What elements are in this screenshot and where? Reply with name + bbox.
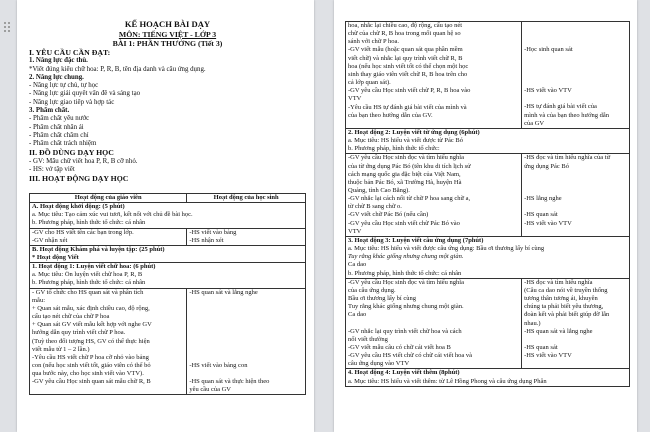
student-activity-cell [187, 228, 306, 245]
text-line: - Phẩm chất yêu nước [29, 115, 90, 123]
cell-line [189, 346, 303, 354]
page-title: KẾ HOẠCH BÀI DẠY [124, 19, 211, 29]
cell-line: - GV tổ chức cho HS quan sát và phân tích [32, 288, 144, 296]
cell-line: sinh thay giáo viên viết chữ R, B hoa trên cho [348, 70, 468, 78]
section-heading: I. YÊU CẦU CẦN ĐẠT: [29, 47, 111, 57]
cell-line: (Câu ca dao nói về truyền thống [524, 286, 608, 294]
cell-line: -GV yêu cầu Học sinh đọc và tìm hiểu nghĩa [348, 278, 464, 286]
teacher-activity-cell [30, 288, 187, 395]
cell-line: của GV [524, 119, 545, 127]
table-row [30, 203, 306, 228]
cell-line [524, 22, 627, 30]
cell-line [524, 179, 627, 187]
text-line: - Năng lực giao tiếp và hợp tác [29, 98, 115, 106]
cell-line [524, 79, 627, 87]
table-row [30, 263, 306, 288]
subject-heading: MÔN: TIẾNG VIỆT - LỚP 3 [118, 29, 217, 39]
cell-line [189, 297, 303, 305]
cell-line: -HS viết vào VTV [524, 87, 572, 95]
cell-line: tương thân tương ái, khuyên [524, 295, 598, 303]
cell-line: -HS đọc và tìm hiểu nghĩa của từ [524, 154, 611, 162]
cell-line: Tuy rằng khác giống nhưng chung một giàn. [348, 303, 464, 311]
activity-heading-cell [30, 263, 306, 288]
text-line: - HS: vở tập viết [29, 166, 75, 174]
cell-line: chữ của chữ R, B hoa trong mối quan hệ so [348, 30, 461, 38]
cell-line: viết chữ) và nhắc lại quy trình viết chữ R, B [348, 54, 463, 62]
cell-line [524, 187, 627, 195]
activity-heading-cell [346, 236, 630, 278]
table-row [30, 245, 306, 262]
cell-line: câu ứng dụng vào VTV [348, 360, 410, 368]
text-line: - Năng lực giải quyết vấn đề và sáng tạo [29, 90, 141, 98]
activities-table-continued [345, 21, 630, 387]
text-line: - Phẩm chất trách nhiệm [29, 140, 97, 148]
cell-line: Ca dao [348, 311, 367, 319]
cell-line: a. Mục tiêu: Ôn luyện viết chữ hoa P, R, B [32, 271, 143, 279]
cell-line: ứng dụng Pác Bó [524, 162, 569, 170]
cell-line: viết mẫu từ 1 – 2 lần.) [32, 345, 90, 353]
table-row [346, 236, 630, 278]
cell-line: cách mạng quốc gia đặc biệt của Việt Nam, [348, 170, 461, 178]
cell-line: b. Phương pháp, hình thức tổ chức: [348, 145, 440, 153]
cell-line: -GV yêu cầu Học sinh viết chữ P, R, B hoa vào [348, 87, 471, 95]
cell-line: A. Hoạt động khởi động: (5 phút) [32, 203, 125, 211]
student-activity-cell [187, 288, 306, 395]
table-row [346, 22, 630, 129]
cell-line: -HS quan sát và lắng nghe [189, 288, 258, 296]
section-heading: II. ĐỒ DÙNG DẠY HỌC [29, 148, 114, 158]
cell-line: -HS quan sát và lắng nghe [524, 327, 593, 335]
text-line: - Phẩm chất nhân ái [29, 123, 84, 131]
cell-line [189, 329, 303, 337]
cell-line: a. Mục tiêu: HS hiểu và viết được câu ứng dụng: Bầu ơi thương lấy bí cùng [348, 245, 545, 253]
student-activity-cell [522, 278, 630, 369]
cell-line: -GV viết mẫu (hoặc quan sát qua phần mềm [348, 46, 463, 54]
table-row [346, 128, 630, 153]
cell-line: b. Phương pháp, hình thức tổ chức: cá nhân [32, 279, 146, 287]
cell-line: -GV yêu cầu Học sinh viết chữ Pác Bó vào [348, 219, 460, 227]
cell-line: -HS quan sát và thực hiện theo [189, 378, 270, 386]
cell-line [189, 370, 303, 378]
text-line: - Phẩm chất chăm chỉ [29, 131, 89, 139]
text-line: - Năng lực tự chủ, tự học [29, 82, 99, 90]
cell-line: -HS viết vào bảng con [189, 361, 248, 369]
cell-line: -GV nhắc lại cách nối từ chữ P hoa sang chữ a, [348, 195, 471, 203]
lesson-heading: BÀI 1: PHẦN THƯỞNG (Tiết 3) [112, 38, 223, 48]
cell-line: yêu cầu của GV [189, 386, 232, 394]
cell-line: VTV [348, 227, 362, 235]
cell-line [524, 360, 627, 368]
cell-line: đoàn kết và phải biết giúp đỡ lẫn [524, 311, 610, 319]
objectives-section [29, 48, 306, 184]
cell-line: (Tuỳ theo đối tượng HS, GV có thể thực hiện [32, 337, 150, 345]
cell-line: -HS nhận xét [189, 236, 224, 244]
student-activity-cell [522, 154, 630, 237]
cell-line: -GV yêu cầu HS viết chữ có chữ cái viết hoa và [348, 352, 473, 360]
cell-line: 1. Hoạt động 1: Luyện viết chữ hoa: (6 phút) [32, 263, 156, 271]
cell-line: Ca dao [348, 261, 367, 269]
student-column-header: Hoạt động của học sinh [187, 193, 306, 202]
cell-line: -HS lắng nghe [524, 195, 562, 203]
cell-line [524, 55, 627, 63]
cell-line: của từ ứng dụng Pác Bó (tên khu di tích lịch sử [348, 162, 471, 170]
activity-heading-cell [30, 203, 306, 228]
cell-line: -HS quan sát [524, 343, 558, 351]
cell-line: -Học sinh quan sát [524, 46, 573, 54]
text-line: 2. Năng lực chung. [29, 73, 84, 81]
cell-line [524, 228, 627, 236]
cell-line: -HS đọc và tìm hiểu nghĩa [524, 278, 593, 286]
cell-line [189, 305, 303, 313]
cell-line: chúng ta phải biết yêu thương, [524, 303, 604, 311]
cell-line [524, 203, 627, 211]
cell-line: hoa (nếu học sinh viết tốt có thể chọn một học [348, 62, 469, 70]
cell-line: -HS quan sát [524, 211, 558, 219]
activities-table [29, 193, 306, 396]
cell-line: thuộc bản Pác Bó, xã Trường Hà, huyện Hà [348, 178, 462, 186]
document-page-2 [334, 0, 637, 432]
cell-line: 3. Hoạt động 3: Luyện viết câu ứng dụng (7phút) [348, 236, 484, 244]
cell-line: * Hoạt động Viết [32, 253, 79, 261]
cell-line: cả lớp quan sát). [348, 79, 391, 87]
cell-line: a. Mục tiêu: HS hiểu và viết thêm: từ Lê Hồng Phong và câu ứng dụng Phân [348, 377, 547, 385]
document-page-1 [17, 0, 314, 432]
cell-line [524, 95, 627, 103]
cell-line: -Yêu cầu HS viết chữ P hoa cỡ nhỏ vào bảng [32, 353, 149, 361]
drag-handle-icon[interactable] [4, 22, 12, 36]
teacher-activity-cell [346, 22, 522, 129]
cell-line: mẫu: [32, 296, 45, 304]
cell-line: -GV nhận xét [32, 236, 68, 244]
cell-line [348, 320, 519, 328]
cell-line [524, 336, 627, 344]
cell-line: nhau.) [524, 319, 541, 327]
section-heading: III. HOẠT ĐỘNG DẠY HỌC [29, 174, 129, 184]
cell-line: -GV yêu cầu Học sinh đọc và tìm hiểu nghĩa [348, 154, 464, 162]
cell-line: của câu ứng dụng. [348, 286, 396, 294]
table-row [346, 278, 630, 369]
cell-line: -GV viết chữ Pác Bó (nếu cần) [348, 211, 429, 219]
cell-line: sánh với chữ P hoa. [348, 38, 399, 46]
cell-line: của bạn theo hướng dẫn của GV. [348, 111, 433, 119]
cell-line: -GV viết mẫu câu có chữ cái viết hoa B [348, 343, 451, 351]
cell-line [524, 63, 627, 71]
cell-line: -HS viết vào bảng [189, 228, 237, 236]
cell-line: + Quan sát mẫu, xác định chiều cao, độ rộng, [32, 304, 150, 312]
teacher-column-header: Hoạt động của giáo viên [30, 193, 187, 202]
table-row [346, 154, 630, 237]
cell-line: -HS tự đánh giá bài viết của [524, 103, 597, 111]
cell-line: -GV yêu cầu Học sinh quan sát mẫu chữ R, B [32, 378, 151, 386]
cell-line: cấu tạo nét chữ của chữ P hoa [32, 313, 110, 321]
activity-heading-cell [346, 128, 630, 153]
cell-line [189, 321, 303, 329]
cell-line: -HS viết vào VTV [524, 219, 572, 227]
table-row [346, 369, 630, 386]
cell-line: mình và của bạn theo hướng dẫn [524, 111, 610, 119]
cell-line: qua bước này, cho học sinh viết vào VTV). [32, 370, 144, 378]
text-line: 1. Năng lực đặc thù. [29, 57, 88, 65]
cell-line: a. Mục tiêu: HS hiểu và viết được từ Pác Bó [348, 137, 464, 145]
cell-line: + Quan sát GV viết mẫu kết hợp với nghe GV [32, 321, 152, 329]
cell-line: 4. Hoạt động 4: Luyện viết thêm (8phút) [348, 369, 460, 377]
cell-line [524, 171, 627, 179]
cell-line: hướng dẫn quy trình viết chữ P hoa. [32, 329, 126, 337]
cell-line: -GV cho HS viết tên các bạn trong lớp. [32, 228, 134, 236]
text-line: 3. Phẩm chất. [29, 106, 70, 114]
cell-line [524, 38, 627, 46]
table-row [30, 288, 306, 395]
activity-heading-cell [30, 245, 306, 262]
cell-line: b. Phương pháp, hình thức tổ chức: cá nhân [32, 219, 146, 227]
cell-line: -Yêu cầu HS tự đánh giá bài viết của mình và [348, 103, 467, 111]
cell-line: -HS viết vào VTV [524, 352, 572, 360]
cell-line: b. Phương pháp, hình thức tổ chức: cá nhân [348, 269, 462, 277]
cell-line [524, 30, 627, 38]
cell-line: VTV [348, 95, 362, 103]
cell-line: nối viết thường [348, 335, 388, 343]
cell-line [189, 354, 303, 362]
cell-line [524, 71, 627, 79]
cell-line: từ chữ B sang chữ o. [348, 203, 402, 211]
cell-line [189, 313, 303, 321]
cell-line: Tuy rằng khác giống nhưng chung một giàn. [348, 253, 464, 261]
teacher-activity-cell [30, 228, 187, 245]
teacher-activity-cell [346, 154, 522, 237]
cell-line: Bầu ơi thương lấy bí cùng [348, 295, 416, 303]
cell-line: -GV nhắc lại quy trình viết chữ hoa và cách [348, 327, 462, 335]
cell-line: con (nếu học sinh viết tốt, giáo viên có thể bỏ [32, 362, 151, 369]
text-line: - GV: Mẫu chữ viết hoa P, R, B cỡ nhỏ. [29, 157, 138, 165]
cell-line: hoa, nhắc lại chiều cao, độ rộng, cấu tạo nét [348, 22, 463, 29]
teacher-activity-cell [346, 278, 522, 369]
table-row [30, 228, 306, 245]
cell-line: Quảng, tỉnh Cao Bằng). [348, 187, 410, 194]
cell-line [189, 337, 303, 345]
student-activity-cell [522, 22, 630, 129]
activity-heading-cell [346, 369, 630, 386]
cell-line: B. Hoạt động Khám phá và luyện tập: (25 phút) [32, 245, 165, 253]
cell-line: 2. Hoạt động 2: Luyện viết từ ứng dụng (6phút) [348, 128, 480, 136]
text-line: *Viết đúng kiểu chữ hoa: P, R, B, tên địa danh và câu ứng dụng. [29, 65, 206, 73]
cell-line: a. Mục tiêu: Tạo cảm xúc vui tươi, kết nối với chủ đề bài học. [32, 211, 193, 219]
